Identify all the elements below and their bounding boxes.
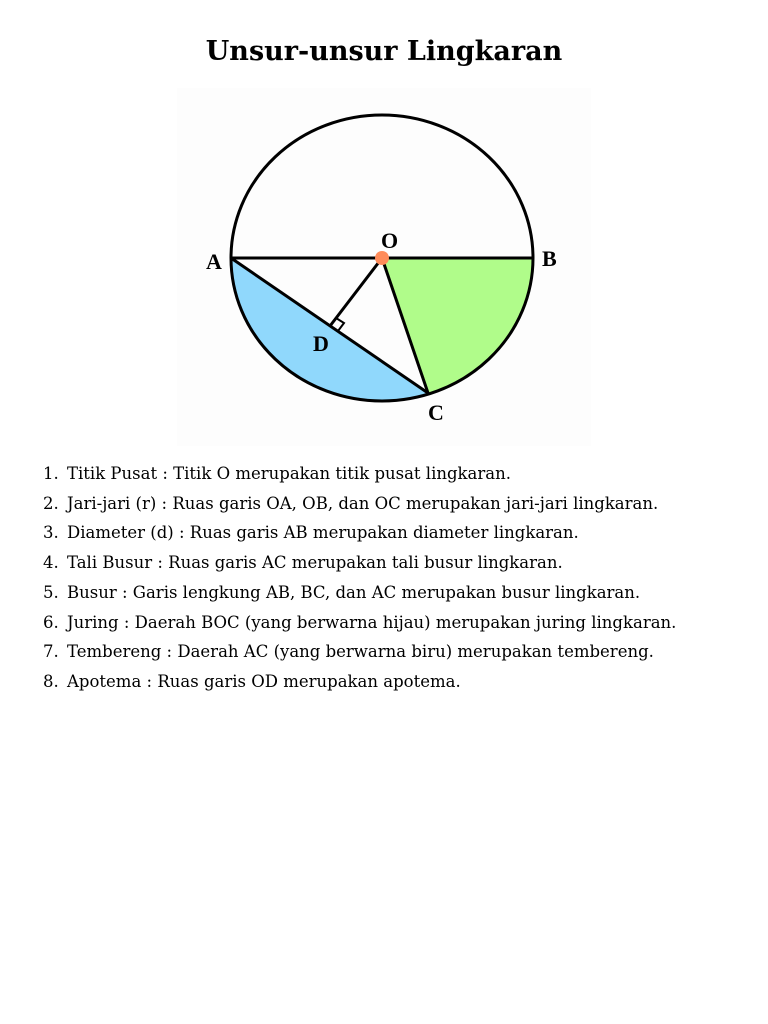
list-item-text: Busur : Garis lengkung AB, BC, dan AC merupakan busur lingkaran. bbox=[67, 582, 641, 602]
page-title: Unsur-unsur Lingkaran bbox=[205, 36, 563, 67]
list-item-number: 3. bbox=[43, 523, 59, 543]
list-item-text: Titik Pusat : Titik O merupakan titik pusat lingkaran. bbox=[67, 464, 511, 483]
list-item bbox=[43, 489, 743, 519]
list-item bbox=[43, 667, 743, 697]
list-item bbox=[43, 518, 743, 548]
list-item-text: Apotema : Ruas garis OD merupakan apotema. bbox=[67, 671, 461, 691]
list-item-number: 2. bbox=[43, 493, 59, 513]
list-item-text: Tali Busur : Ruas garis AC merupakan tali busur lingkaran. bbox=[67, 553, 563, 573]
list-item-text: Diameter (d) : Ruas garis AB merupakan diameter lingkaran. bbox=[67, 523, 579, 543]
list-item-number: 8. bbox=[43, 671, 59, 691]
list-item bbox=[43, 459, 743, 489]
center-point-o bbox=[375, 251, 389, 265]
apotema-od bbox=[330, 258, 382, 326]
list-item bbox=[43, 578, 743, 608]
list-item bbox=[43, 548, 743, 578]
elements-list bbox=[43, 459, 743, 697]
list-item-number: 1. bbox=[43, 464, 59, 483]
list-item bbox=[43, 637, 743, 667]
label-b: B bbox=[542, 246, 557, 271]
list-item-text: Jari-jari (r) : Ruas garis OA, OB, dan OC merupakan jari-jari lingkaran. bbox=[67, 493, 659, 513]
list-item-number: 7. bbox=[43, 642, 59, 662]
list-item-text: Tembereng : Daerah AC (yang berwarna biru) merupakan tembereng. bbox=[67, 642, 654, 662]
list-item bbox=[43, 608, 743, 638]
label-d: D bbox=[313, 331, 329, 356]
label-c: C bbox=[428, 400, 444, 425]
label-a: A bbox=[206, 249, 222, 274]
list-item-text: Juring : Daerah BOC (yang berwarna hijau) merupakan juring lingkaran. bbox=[67, 612, 677, 632]
circle-diagram bbox=[177, 88, 591, 446]
list-item-number: 6. bbox=[43, 612, 59, 632]
list-item-number: 5. bbox=[43, 582, 59, 602]
list-item-number: 4. bbox=[43, 553, 59, 573]
label-o: O bbox=[381, 228, 399, 253]
